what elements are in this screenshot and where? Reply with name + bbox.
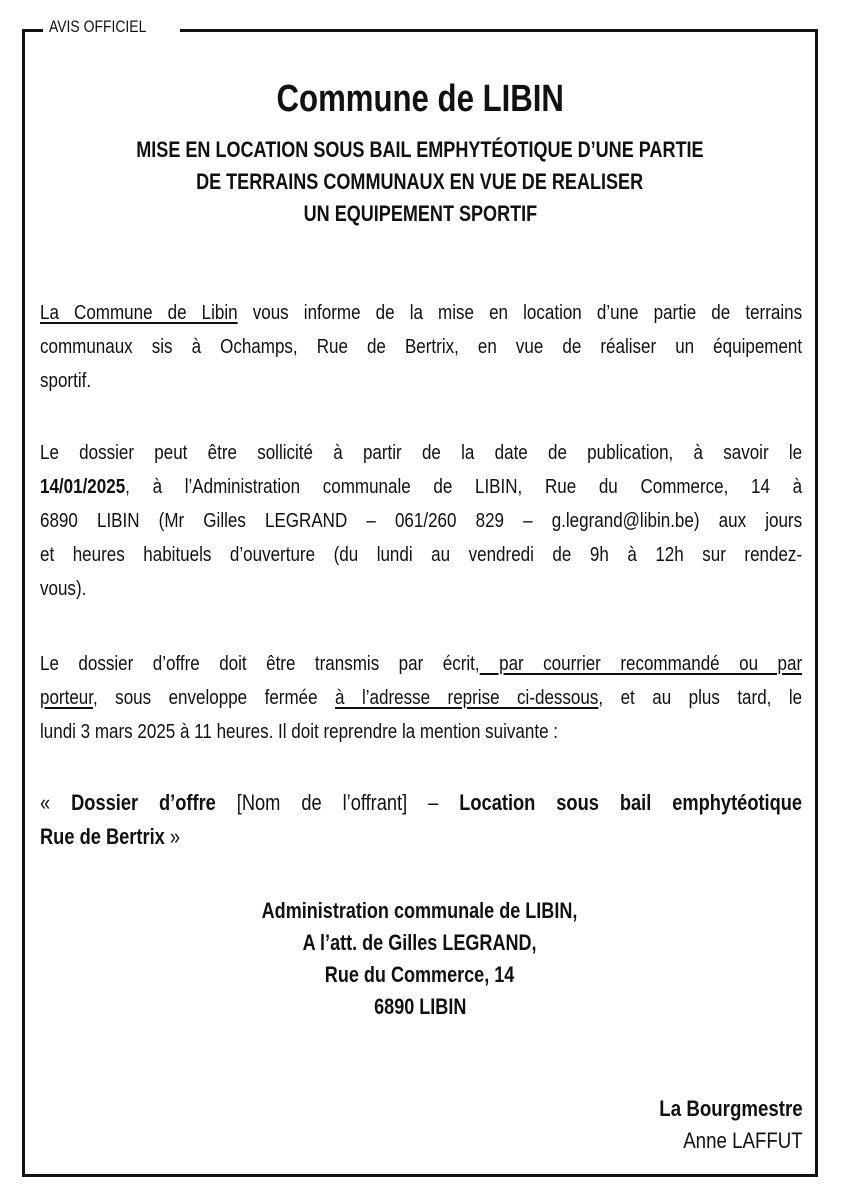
paragraph-intro <box>40 296 802 398</box>
paragraph-text: , sous enveloppe fermée <box>92 686 336 709</box>
signatory-title: La Bourgmestre <box>659 1096 803 1121</box>
address-line: Administration communale de LIBIN, <box>262 898 578 923</box>
mention-bold: Dossier d’offre <box>71 790 216 815</box>
address-reference-underlined: à l’adresse reprise ci-dessous <box>335 686 599 709</box>
commune-name-underlined: La Commune de Libin <box>40 301 238 324</box>
mention-bold: Location sous bail emphytéotique <box>459 790 803 815</box>
title-text: Commune de LIBIN <box>276 78 564 120</box>
signature-block <box>634 1093 803 1157</box>
frame-top-left-rule <box>22 29 43 32</box>
delivery-method-underlined: par courrier recommandé ou par <box>479 652 803 675</box>
contact-line: 6890 LIBIN (Mr Gilles LEGRAND – 061/260 829 – g.legrand@libin.be) aux jours <box>40 509 803 532</box>
paragraph-text: et heures habituels d’ouverture (du lundi au vendredi de 9h à 12h sur rendez- <box>40 543 803 566</box>
paragraph-text: vous informe de la mise en location d’une partie de terrains <box>237 301 803 324</box>
delivery-method-underlined: porteur <box>40 686 93 709</box>
paragraph-request <box>40 436 802 606</box>
notice-label: AVIS OFFICIEL <box>49 17 147 36</box>
subtitle-line: MISE EN LOCATION SOUS BAIL EMPHYTÉOTIQUE D’UNE PARTIE <box>136 137 704 162</box>
paragraph-text: communaux sis à Ochamps, Rue de Bertrix, en vue de réaliser un équipement <box>40 335 803 358</box>
mention-plain: [Nom de l’offrant] – <box>215 790 460 815</box>
deadline-line: lundi 3 mars 2025 à 11 heures. Il doit reprendre la mention suivante : <box>40 720 559 743</box>
required-mention <box>40 786 802 854</box>
subtitle-line: UN EQUIPEMENT SPORTIF <box>303 201 537 226</box>
paragraph-submission <box>40 647 802 749</box>
paragraph-text: Le dossier peut être sollicité à partir de la date de publication, à savoir le <box>40 441 803 464</box>
address-line: A l’att. de Gilles LEGRAND, <box>303 930 537 955</box>
paragraph-text: Le dossier d’offre doit être transmis par écrit, <box>40 652 480 675</box>
paragraph-text: sportif. <box>40 369 92 392</box>
address-line: 6890 LIBIN <box>373 994 467 1019</box>
quote-close: » <box>164 824 181 849</box>
paragraph-text: vous). <box>40 577 87 600</box>
quote-open: « <box>40 790 72 815</box>
notice-subtitle <box>40 134 800 230</box>
mention-bold: Rue de Bertrix <box>40 824 165 849</box>
subtitle-line: DE TERRAINS COMMUNAUX EN VUE DE REALISER <box>196 169 644 194</box>
address-line: Rue du Commerce, 14 <box>325 962 515 987</box>
frame-top-right-rule <box>180 29 818 32</box>
signatory-name: Anne LAFFUT <box>683 1128 803 1153</box>
paragraph-text: , et au plus tard, le <box>598 686 803 709</box>
page-title <box>40 76 800 122</box>
publication-date: 14/01/2025 <box>40 475 126 498</box>
paragraph-text: , à l’Administration communale de LIBIN, Rue du Commerce, 14 à <box>125 475 803 498</box>
postal-address <box>40 895 800 1023</box>
